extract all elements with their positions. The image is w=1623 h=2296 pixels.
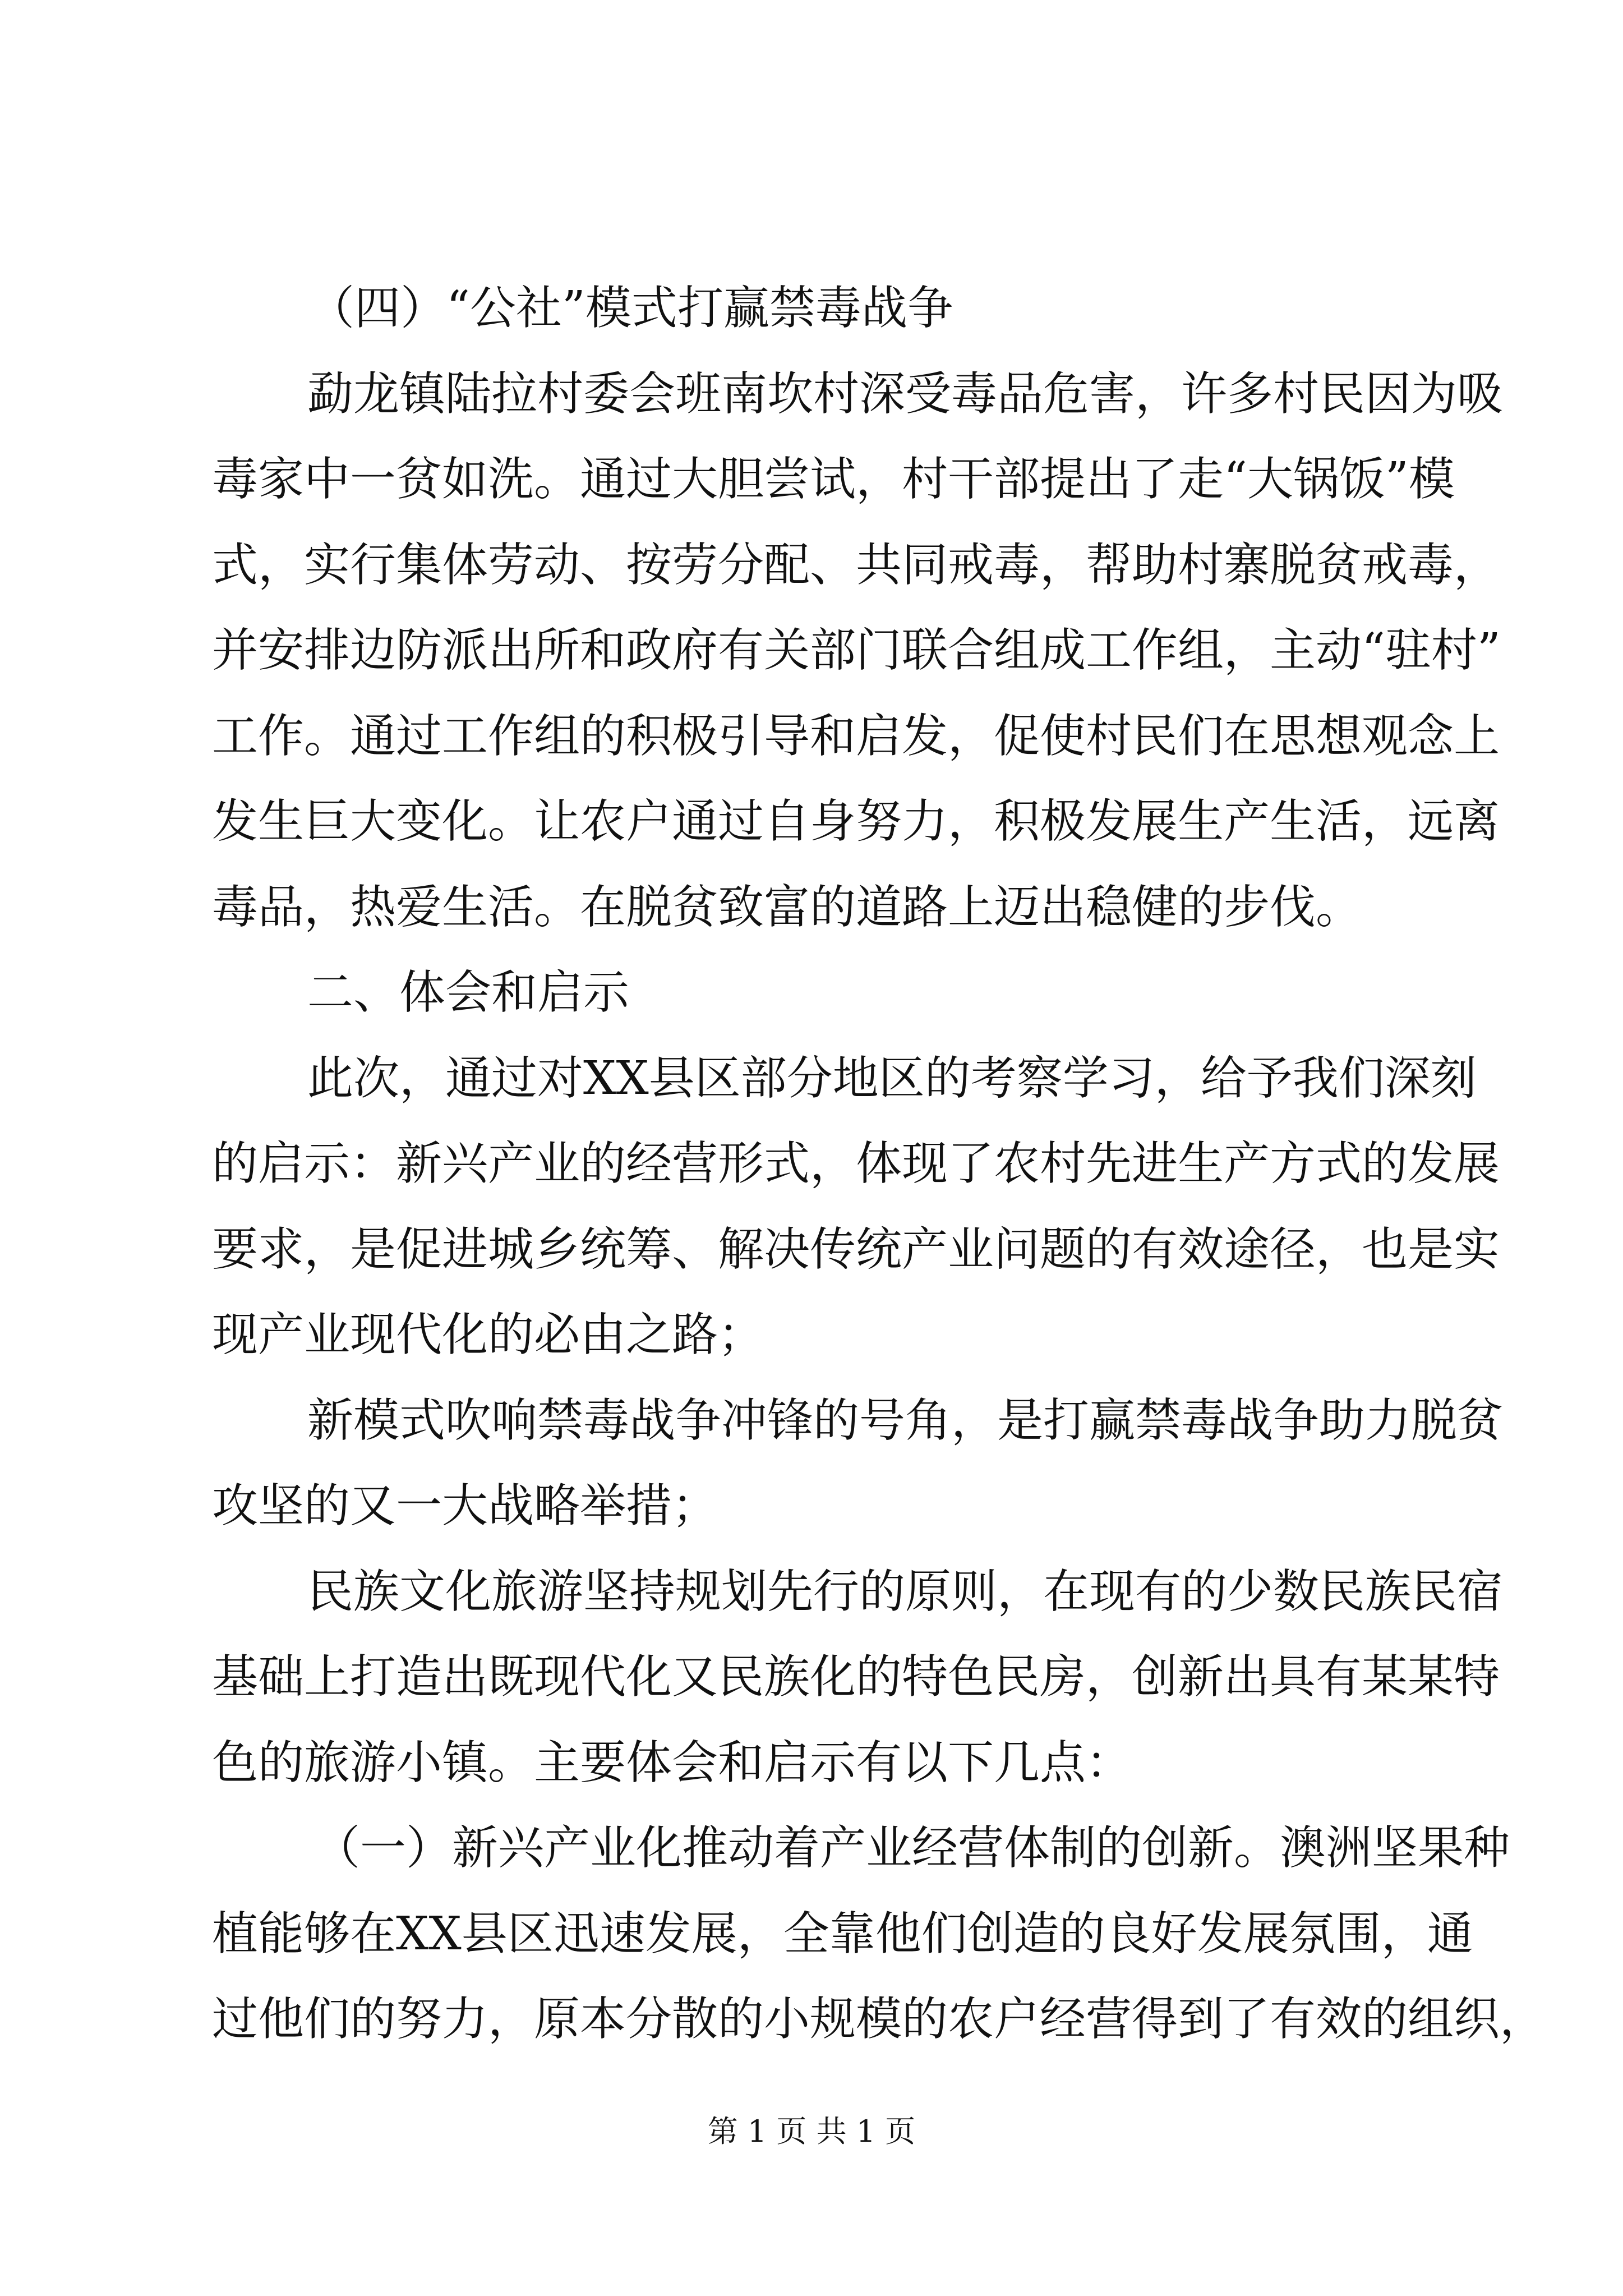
paragraph-line: 植能够在XX县区迅速发展，全靠他们创造的良好发展氛围，通 <box>212 1907 1473 1961</box>
page-footer: 第 1 页 共 1 页 <box>707 2114 916 2149</box>
section-heading: 二、体会和启示 <box>307 966 630 1019</box>
paragraph-line: 现产业现代化的必由之路； <box>212 1308 764 1361</box>
paragraph-line: 此次，通过对XX县区部分地区的考察学习，给予我们深刻 <box>307 1052 1477 1105</box>
paragraph-line: 发生巨大变化。让农户通过自身努力，积极发展生产生活，远离 <box>212 795 1500 848</box>
paragraph-line: 的启示：新兴产业的经营形式，体现了农村先进生产方式的发展 <box>212 1137 1500 1190</box>
paragraph-line: 过他们的努力，原本分散的小规模的农户经营得到了有效的组织， <box>212 1993 1546 2046</box>
paragraph-line: 要求，是促进城乡统筹、解决传统产业问题的有效途径，也是实 <box>212 1223 1500 1276</box>
paragraph-line: 基础上打造出既现代化又民族化的特色民房，创新出具有某某特 <box>212 1650 1500 1704</box>
paragraph-line: 攻坚的又一大战略举措； <box>212 1479 718 1533</box>
paragraph-line: 并安排边防派出所和政府有关部门联合组成工作组，主动“驻村” <box>212 624 1501 677</box>
paragraph-line: （一）新兴产业化推动着产业经营体制的创新。澳洲坚果种 <box>314 1821 1510 1875</box>
paragraph-line: 勐龙镇陆拉村委会班南坎村深受毒品危害，许多村民因为吸 <box>307 367 1504 421</box>
paragraph-line: 民族文化旅游坚持规划先行的原则，在现有的少数民族民宿 <box>307 1565 1504 1618</box>
heading-line: （四）“公社”模式打赢禁毒战争 <box>308 282 953 335</box>
paragraph-line: 毒品，热爱生活。在脱贫致富的道路上迈出稳健的步伐。 <box>212 881 1362 934</box>
paragraph-line: 式，实行集体劳动、按劳分配、共同戒毒，帮助村寨脱贫戒毒， <box>212 539 1500 592</box>
paragraph-line: 工作。通过工作组的积极引导和启发，促使村民们在思想观念上 <box>212 710 1500 763</box>
paragraph-line: 新模式吹响禁毒战争冲锋的号角，是打赢禁毒战争助力脱贫 <box>307 1394 1504 1447</box>
paragraph-line: 色的旅游小镇。主要体会和启示有以下几点： <box>212 1736 1132 1789</box>
paragraph-line: 毒家中一贫如洗。通过大胆尝试，村干部提出了走“大锅饭”模 <box>212 453 1455 506</box>
